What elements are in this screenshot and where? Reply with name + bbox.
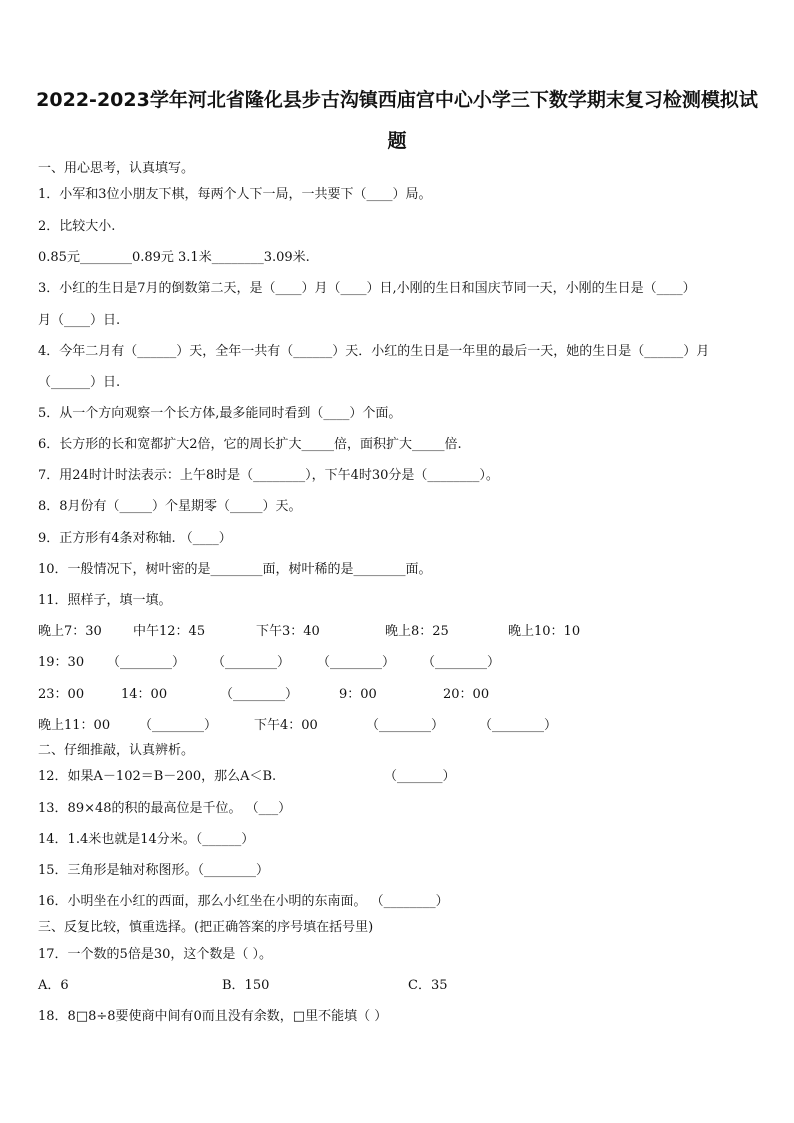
question-12-blank: （_______） — [384, 769, 456, 784]
question-3-line2: 月（____）日. — [38, 313, 121, 328]
grid-cell: （________） — [317, 655, 396, 670]
option-c: C．35 — [408, 978, 448, 993]
question-4-line2: （______）日. — [38, 375, 121, 390]
section-3-heading: 三、反复比较，慎重选择。(把正确答案的序号填在括号里) — [38, 920, 374, 935]
question-11: 11．照样子，填一填。 — [38, 593, 172, 608]
grid-cell: 晚上11：00 — [38, 718, 111, 733]
question-7: 7．用24时计时法表示：上午8时是（________），下午4时30分是（________）。 — [38, 468, 499, 483]
question-1: 1．小军和3位小朋友下棋，每两个人下一局，一共要下（____）局。 — [38, 187, 432, 202]
grid-cell: 23：00 — [38, 687, 85, 702]
question-15: 15．三角形是轴对称图形。（________） — [38, 863, 270, 878]
grid-cell: 中午12：45 — [133, 624, 206, 639]
grid-cell: （________） — [422, 655, 501, 670]
question-17: 17．一个数的5倍是30，这个数是（ ）。 — [38, 947, 272, 962]
question-10: 10．一般情况下，树叶密的是________面，树叶稀的是________面。 — [38, 562, 432, 577]
grid-cell: （________） — [479, 718, 558, 733]
question-12: 12．如果A－102＝B－200，那么A＜B. — [38, 769, 277, 784]
page-title: 2022-2023学年河北省隆化县步古沟镇西庙宫中心小学三下数学期末复习检测模拟试题 — [36, 89, 758, 152]
section-2-heading: 二、仔细推敲，认真辨析。 — [38, 743, 195, 758]
grid-cell: （________） — [220, 687, 299, 702]
grid-cell: 14：00 — [121, 687, 168, 702]
grid-cell: 19：30 — [38, 655, 85, 670]
grid-cell: 20：00 — [443, 687, 490, 702]
question-5: 5．从一个方向观察一个长方体,最多能同时看到（____）个面。 — [38, 406, 402, 421]
question-2-compare: 0.85元________0.89元 3.1米________3.09米. — [38, 250, 310, 265]
grid-cell: 晚上7：30 — [38, 624, 102, 639]
question-4-line1: 4．今年二月有（______）天，全年一共有（______）天．小红的生日是一年里的最后一天，她的生日是（______）月 — [38, 344, 710, 359]
grid-cell: 9：00 — [339, 687, 377, 702]
grid-cell: （________） — [107, 655, 186, 670]
section-1-heading: 一、用心思考，认真填写。 — [38, 161, 195, 176]
question-6: 6．长方形的长和宽都扩大2倍，它的周长扩大_____倍，面积扩大_____倍. — [38, 437, 462, 452]
question-2: 2．比较大小. — [38, 219, 116, 234]
question-13: 13．89×48的积的最高位是千位。 （___） — [38, 801, 292, 816]
question-3-line1: 3．小红的生日是7月的倒数第二天，是（____）月（____）日,小刚的生日和国庆节同一天，小刚的生日是（____） — [38, 281, 696, 296]
option-b: B．150 — [222, 978, 270, 993]
question-8: 8．8月份有（_____）个星期零（_____）天。 — [38, 499, 302, 514]
question-16: 16．小明坐在小红的西面，那么小红坐在小明的东南面。 （________） — [38, 894, 449, 909]
question-18: 18．8□8÷8要使商中间有0而且没有余数，□里不能填（ ） — [38, 1009, 388, 1024]
grid-cell: 晚上8：25 — [385, 624, 449, 639]
grid-cell: （________） — [212, 655, 291, 670]
grid-cell: （________） — [139, 718, 218, 733]
question-14: 14．1.4米也就是14分米。（______） — [38, 832, 255, 847]
option-a: A．6 — [38, 978, 69, 993]
grid-cell: 下午4：00 — [254, 718, 318, 733]
grid-cell: 晚上10：10 — [508, 624, 581, 639]
grid-cell: （________） — [366, 718, 445, 733]
question-9: 9．正方形有4条对称轴. （____） — [38, 531, 232, 546]
grid-cell: 下午3：40 — [256, 624, 320, 639]
